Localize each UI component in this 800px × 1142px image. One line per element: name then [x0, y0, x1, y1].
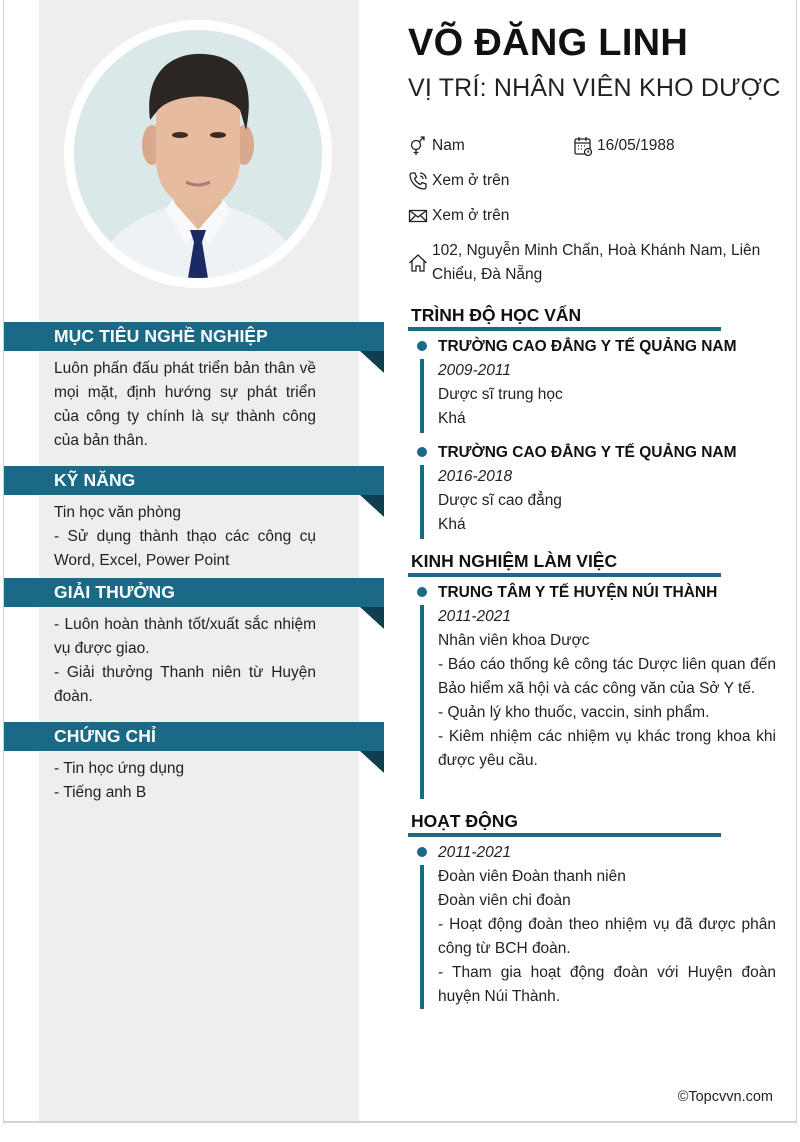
school-name: TRƯỜNG CAO ĐẲNG Y TẾ QUẢNG NAM [438, 338, 737, 355]
info-birthday [573, 134, 675, 158]
info-phone [408, 169, 509, 193]
company-name: TRUNG TÂM Y TẾ HUYỆN NÚI THÀNH [438, 584, 718, 601]
objective-line: Luôn phấn đấu phát triển bản thân về mọi mặt, định hướng sự phát triển của công ty chính là sự thành công của bản thân. [54, 360, 316, 449]
timeline-dot [417, 447, 427, 457]
education-grade: Khá [438, 410, 466, 427]
gender-icon [408, 136, 428, 156]
ribbon-fold [360, 495, 384, 517]
mail-icon [408, 206, 428, 226]
education-major: Dược sĩ cao đẳng [438, 492, 562, 509]
avatar [74, 30, 322, 278]
profile-photo-icon [74, 30, 322, 278]
section-title: GIẢI THƯỞNG [4, 578, 384, 607]
education-date: 2016-2018 [438, 468, 513, 485]
address-value: 102, Nguyễn Minh Chấn, Hoà Khánh Nam, Liên Chiểu, Đà Nẵng [432, 242, 761, 283]
info-gender [408, 134, 465, 158]
experience-detail: - Quản lý kho thuốc, vaccin, sinh phẩm. [438, 704, 710, 721]
job-position: VỊ TRÍ: NHÂN VIÊN KHO DƯỢC [408, 74, 781, 102]
copyright-footer: ©Topcvvn.com [677, 1089, 773, 1105]
ribbon-fold [360, 351, 384, 373]
experience-detail: - Kiêm nhiệm các nhiệm vụ khác trong khoa khi được yêu cầu. [438, 728, 776, 769]
section-title: CHỨNG CHỈ [4, 722, 384, 751]
education-major: Dược sĩ trung học [438, 386, 563, 403]
timeline-dot [417, 847, 427, 857]
info-email [408, 204, 509, 228]
full-name: VÕ ĐĂNG LINH [408, 22, 689, 64]
section-objective [4, 322, 384, 453]
certificates-text [4, 751, 384, 805]
birthday-value: 16/05/1988 [597, 137, 675, 154]
section-awards [4, 578, 384, 709]
phone-value: Xem ở trên [432, 172, 510, 189]
section-underline [408, 573, 721, 577]
section-title: KỸ NĂNG [4, 466, 384, 495]
ribbon-fold [360, 607, 384, 629]
phone-icon [408, 171, 428, 191]
skill-line: Tin học văn phòng [54, 504, 181, 521]
timeline-line [420, 865, 424, 1009]
awards-text [4, 607, 384, 709]
timeline-dot [417, 587, 427, 597]
timeline-line [420, 465, 424, 539]
skills-text [4, 495, 384, 573]
section-skills [4, 466, 384, 573]
ribbon-fold [360, 751, 384, 773]
info-address [408, 239, 768, 287]
section-title-experience: KINH NGHIỆM LÀM VIỆC [411, 551, 618, 571]
experience-role: Nhân viên khoa Dược [438, 632, 590, 649]
award-line: - Luôn hoàn thành tốt/xuất sắc nhiệm vụ được giao. [54, 616, 316, 657]
school-name: TRƯỜNG CAO ĐẲNG Y TẾ QUẢNG NAM [438, 444, 737, 461]
experience-item [408, 581, 776, 773]
section-underline [408, 327, 721, 331]
award-line: - Giải thưởng Thanh niên từ Huyện đoàn. [54, 664, 316, 705]
email-value: Xem ở trên [432, 207, 510, 224]
gender-value: Nam [432, 137, 465, 154]
timeline-line [420, 359, 424, 433]
experience-date: 2011-2021 [438, 608, 511, 625]
section-certificates [4, 722, 384, 805]
certificate-line: - Tiếng anh B [54, 784, 147, 801]
activity-line: - Hoạt động đoàn theo nhiệm vụ đã được phân công từ BCH đoàn. [438, 916, 776, 957]
objective-text [4, 351, 384, 453]
calendar-icon [573, 136, 593, 156]
activity-date: 2011-2021 [438, 844, 511, 861]
section-underline [408, 833, 721, 837]
timeline-dot [417, 341, 427, 351]
experience-detail: - Báo cáo thống kê công tác Dược liên quan đến Bảo hiểm xã hội và các công văn của Sở Y tế. [438, 656, 776, 697]
activity-item [408, 841, 776, 1009]
section-title: MỤC TIÊU NGHỀ NGHIỆP [4, 322, 384, 351]
activity-line: - Tham gia hoạt động đoàn với Huyện đoàn huyện Núi Thành. [438, 964, 776, 1005]
timeline-line [420, 605, 424, 799]
education-grade: Khá [438, 516, 466, 533]
section-title-education: TRÌNH ĐỘ HỌC VẤN [411, 305, 582, 325]
activity-line: Đoàn viên Đoàn thanh niên [438, 868, 626, 885]
section-title-activities: HOẠT ĐỘNG [411, 811, 518, 831]
education-item [408, 441, 776, 537]
skill-line: - Sử dụng thành thạo các công cụ Word, Excel, Power Point [54, 528, 316, 569]
education-date: 2009-2011 [438, 362, 511, 379]
home-icon [408, 253, 428, 273]
education-item [408, 335, 776, 431]
activity-line: Đoàn viên chi đoàn [438, 892, 571, 909]
certificate-line: - Tin học ứng dụng [54, 760, 185, 777]
